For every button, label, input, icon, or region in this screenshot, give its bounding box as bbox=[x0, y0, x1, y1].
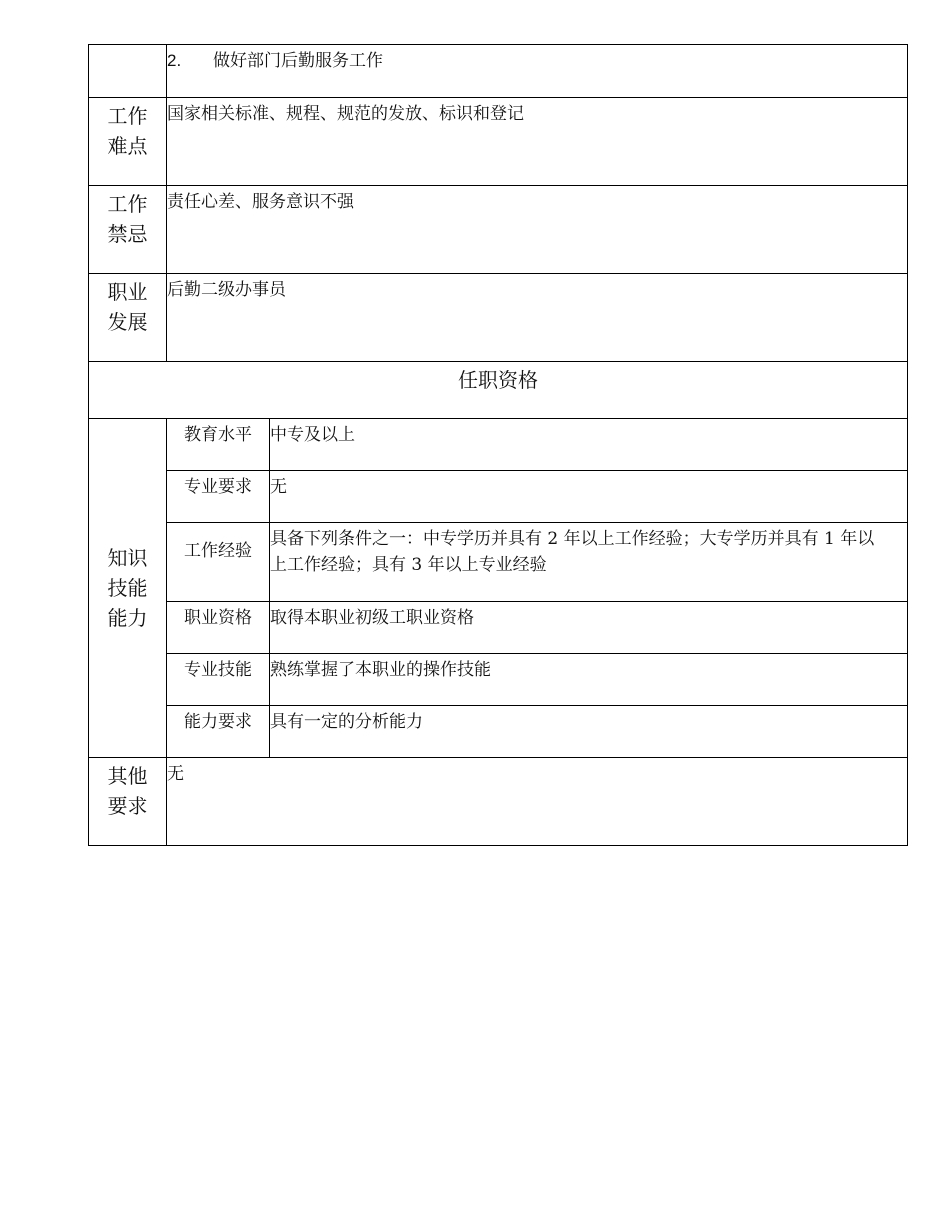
other-requirements-value: 无 bbox=[167, 758, 908, 846]
education-label: 教育水平 bbox=[167, 419, 270, 471]
taboo-label-line1: 工作 bbox=[107, 192, 148, 216]
difficulty-label-line2: 难点 bbox=[107, 134, 148, 158]
ability-requirement-label: 能力要求 bbox=[167, 706, 270, 758]
education-value: 中专及以上 bbox=[270, 419, 908, 471]
other-label-line1: 其他 bbox=[107, 764, 148, 788]
major-requirement-label: 专业要求 bbox=[167, 471, 270, 523]
other-requirements-label bbox=[89, 758, 167, 846]
taboo-label bbox=[89, 186, 167, 274]
duty-item-number: 2. bbox=[167, 51, 182, 70]
career-value: 后勤二级办事员 bbox=[167, 274, 908, 362]
qualifications-header-row bbox=[89, 362, 908, 419]
qualifications-section-title: 任职资格 bbox=[89, 362, 908, 419]
job-description-table bbox=[88, 44, 908, 846]
qualification-row bbox=[89, 602, 908, 654]
taboo-value: 责任心差、服务意识不强 bbox=[167, 186, 908, 274]
experience-value: 具备下列条件之一：中专学历并具有 2 年以上工作经验；大专学历并具有 1 年以上工作经验；具有 3 年以上专业经验 bbox=[270, 523, 908, 602]
difficulty-label-line1: 工作 bbox=[107, 104, 148, 128]
qualification-row bbox=[89, 471, 908, 523]
certification-value: 取得本职业初级工职业资格 bbox=[270, 602, 908, 654]
qualification-row bbox=[89, 419, 908, 471]
career-row bbox=[89, 274, 908, 362]
taboo-label-line2: 禁忌 bbox=[107, 222, 148, 246]
career-label-line1: 职业 bbox=[107, 280, 148, 304]
professional-skill-value: 熟练掌握了本职业的操作技能 bbox=[270, 654, 908, 706]
duties-continued-cell bbox=[167, 45, 908, 98]
qualification-row bbox=[89, 654, 908, 706]
taboo-row bbox=[89, 186, 908, 274]
professional-skill-label: 专业技能 bbox=[167, 654, 270, 706]
experience-label: 工作经验 bbox=[167, 523, 270, 602]
ability-requirement-value: 具有一定的分析能力 bbox=[270, 706, 908, 758]
group-label-line2: 技能 bbox=[107, 576, 148, 600]
other-label-line2: 要求 bbox=[107, 794, 148, 818]
other-requirements-row bbox=[89, 758, 908, 846]
difficulty-label bbox=[89, 98, 167, 186]
duties-continued-row bbox=[89, 45, 908, 98]
qualification-row bbox=[89, 523, 908, 602]
career-label bbox=[89, 274, 167, 362]
knowledge-skills-ability-label bbox=[89, 419, 167, 758]
duties-label-cell bbox=[89, 45, 167, 98]
duty-item-text: 做好部门后勤服务工作 bbox=[213, 51, 383, 71]
difficulty-row bbox=[89, 98, 908, 186]
difficulty-value: 国家相关标准、规程、规范的发放、标识和登记 bbox=[167, 98, 908, 186]
group-label-line1: 知识 bbox=[107, 546, 148, 570]
career-label-line2: 发展 bbox=[107, 310, 148, 334]
group-label-line3: 能力 bbox=[107, 606, 148, 630]
certification-label: 职业资格 bbox=[167, 602, 270, 654]
major-requirement-value: 无 bbox=[270, 471, 908, 523]
qualification-row bbox=[89, 706, 908, 758]
